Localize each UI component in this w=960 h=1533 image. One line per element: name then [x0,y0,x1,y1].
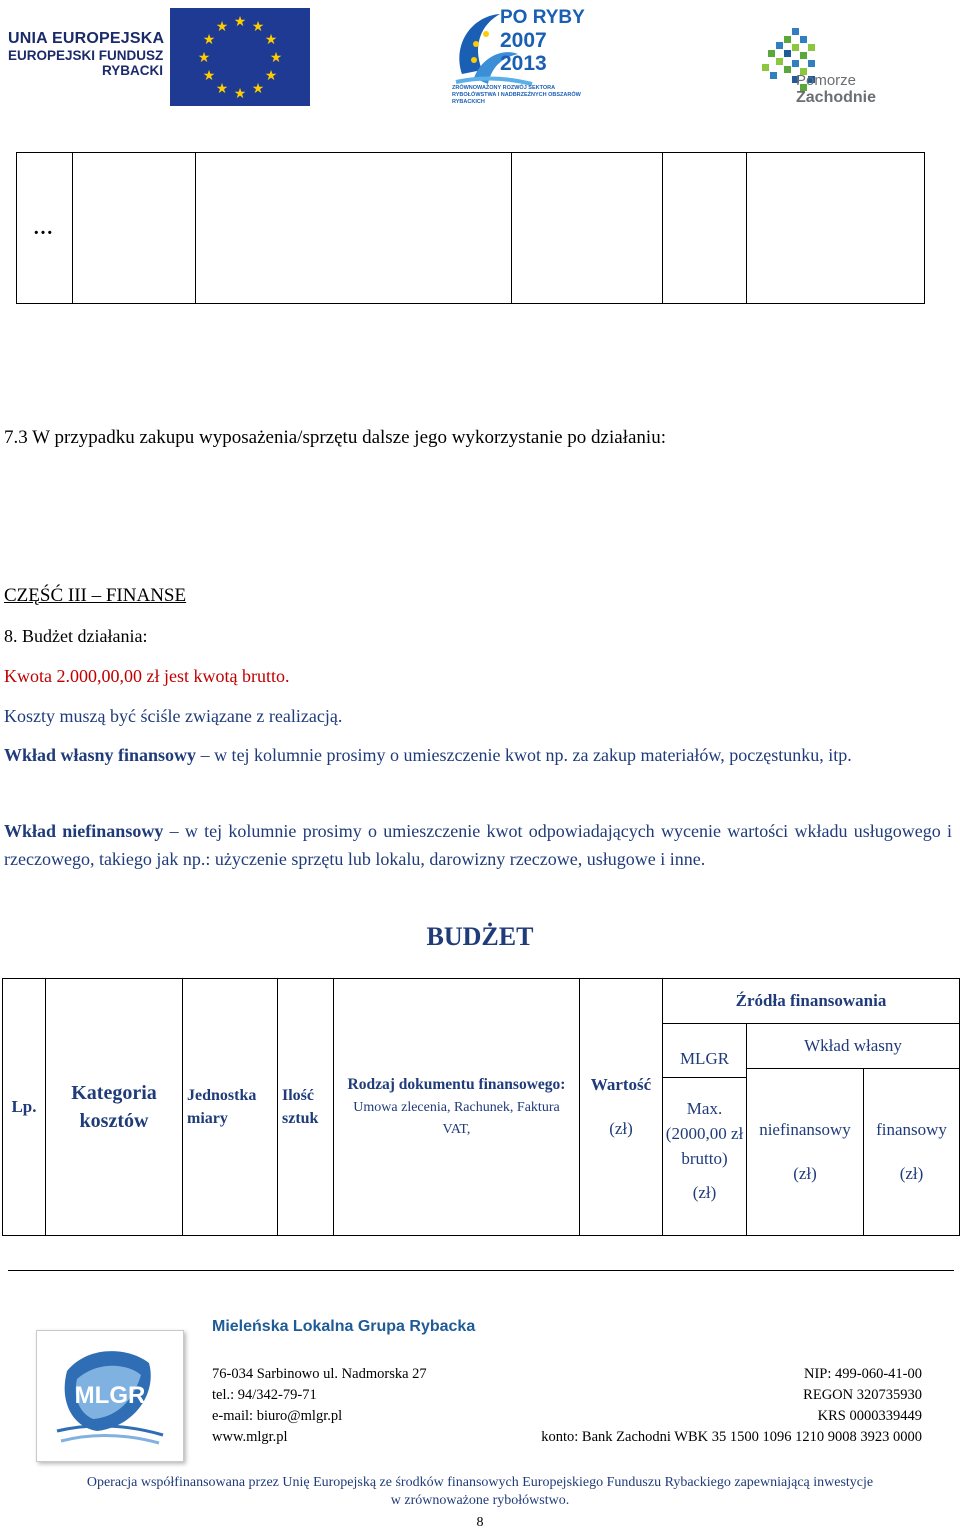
svg-text:★: ★ [264,33,278,48]
eu-line1: UNIA EUROPEJSKA [8,30,165,47]
non-financial-label: niefinansowy [759,1120,851,1139]
pomorze-zachodnie-text [796,72,876,106]
footer-bank-account: konto: Bank Zachodni WBK 35 1500 1096 1210 9008 3923 0000 [541,1429,922,1445]
header-category: Kategoria kosztów [46,979,183,1236]
po-ryby-title [500,6,585,75]
svg-text:★: ★ [233,87,247,102]
amount-note: Kwota 2.000,00,00 zł jest kwotą brutto. [4,666,290,686]
budget-section-heading: 8. Budżet działania: [4,626,148,646]
svg-text:★: ★ [197,51,211,66]
value-unit: (zł) [609,1119,633,1138]
eu-flag-icon [170,8,310,106]
non-financial-text: – w tej kolumnie prosimy o umieszczenie kwot odpowiadających wycenie wartości wkładu usługowego i rzeczowego, takiego jak np.: użyczenie sprzętu lub lokalu, darowizny rzeczowe, usługowe i inne. [4,821,952,869]
document-type-bold: Rodzaj dokumentu finansowego: [347,1075,566,1093]
footer-ids-block [541,1364,922,1448]
costs-note: Koszty muszą być ściśle związane z realizacją. [4,706,343,726]
budget-table [2,978,960,1236]
svg-text:★: ★ [202,33,216,48]
svg-text:★: ★ [202,69,216,84]
document-type-rest: Umowa zlecenia, Rachunek, Faktura VAT, [353,1099,560,1137]
header-funding-sources: Źródła finansowania [663,979,960,1024]
footer-krs: KRS 0000339449 [817,1408,922,1424]
table-cell-empty[interactable] [196,153,512,304]
own-financial-note [4,741,952,769]
table-header-row [3,979,960,1024]
header-value [580,979,663,1236]
header-financial [864,1069,960,1236]
header-lp: Lp. [3,979,46,1236]
footer-email[interactable]: e-mail: biuro@mlgr.pl [212,1408,343,1424]
org-name: Mieleńska Lokalna Grupa Rybacka [212,1318,476,1335]
header-quantity: Ilość sztuk [278,979,334,1236]
budget-title: BUDŻET [426,922,534,951]
po-ryby-name: PO RYBY [500,7,585,28]
svg-text:★: ★ [264,69,278,84]
svg-text:★: ★ [233,15,247,30]
table-row [17,153,925,304]
footer-nip: NIP: 499-060-41-00 [803,1366,922,1382]
non-financial-unit: (zł) [793,1164,817,1183]
header-non-financial [747,1069,864,1236]
page-number: 8 [476,1515,484,1530]
footer-address: 76-034 Sarbinowo ul. Nadmorska 27 [212,1366,427,1382]
eu-line3: RYBACKI [101,63,163,78]
header-own-contribution: Wkład własny [747,1024,960,1069]
part-3-title: CZĘŚĆ III – FINANSE [4,585,187,606]
pomorze-line2: Zachodnie [796,89,877,106]
table-cell-empty[interactable] [663,153,747,304]
footer-regon: REGON 320735930 [803,1387,922,1403]
value-label: Wartość [590,1075,652,1094]
mlgr-logo-icon [36,1330,184,1462]
svg-text:★: ★ [215,82,229,97]
po-ryby-years: 2007 [500,29,547,52]
non-financial-label: Wkład niefinansowy [4,821,164,841]
mlgr-label: MLGR [679,1048,730,1068]
previous-section-table [16,152,925,304]
own-financial-label: Wkład własny finansowy [4,745,197,765]
eu-line2: EUROPEJSKI FUNDUSZ [8,48,164,63]
cofinancing-line1: Operacja współfinansowana przez Unię Europejską ze środków finansowych Europejskiego Funduszu Rybackiego zapewniającą inwestycje [86,1475,874,1490]
cofinancing-note [0,1474,960,1510]
eu-logo-text [8,30,164,78]
footer-phone: tel.: 94/342-79-71 [212,1387,317,1403]
own-financial-text: – w tej kolumnie prosimy o umieszczenie kwot np. za zakup materiałów, poczęstunku, itp. [196,745,852,765]
footer-website[interactable]: www.mlgr.pl [212,1429,288,1445]
table-cell-empty[interactable] [512,153,663,304]
svg-text:★: ★ [251,20,265,35]
financial-label: finansowy [876,1120,947,1139]
footer-divider [8,1270,954,1271]
svg-text:★: ★ [269,51,283,66]
po-ryby-years2: 2013 [500,52,547,75]
financial-unit: (zł) [899,1164,924,1183]
svg-text:★: ★ [215,20,229,35]
header-unit: Jednostka miary [183,979,278,1236]
table-cell-ellipsis: … [17,153,73,304]
mlgr-logo-text: MLGR [74,1382,146,1409]
table-cell-empty[interactable] [747,153,925,304]
max-amount: Max. (2000,00 zł brutto) [663,1077,746,1171]
svg-text:★: ★ [251,82,265,97]
header-mlgr-max [663,1024,747,1236]
non-financial-note [4,817,952,873]
table-cell-empty[interactable] [73,153,196,304]
footer-address-block [212,1364,427,1448]
cofinancing-line2: w zrównoważone rybołówstwo. [390,1493,570,1508]
pomorze-line1: Pomorze [796,72,857,89]
max-unit: (zł) [692,1182,717,1202]
po-ryby-subtitle: ZRÓWNOWAŻONY ROZWÓJ SEKTORA RYBOŁÓWSTWA I NADBRZEŻNYCH OBSZARÓW RYBACKICH [452,85,581,105]
header-document-type [334,979,580,1236]
section-7-3-heading: 7.3 W przypadku zakupu wyposażenia/sprzętu dalsze jego wykorzystanie po działaniu: [4,427,666,448]
